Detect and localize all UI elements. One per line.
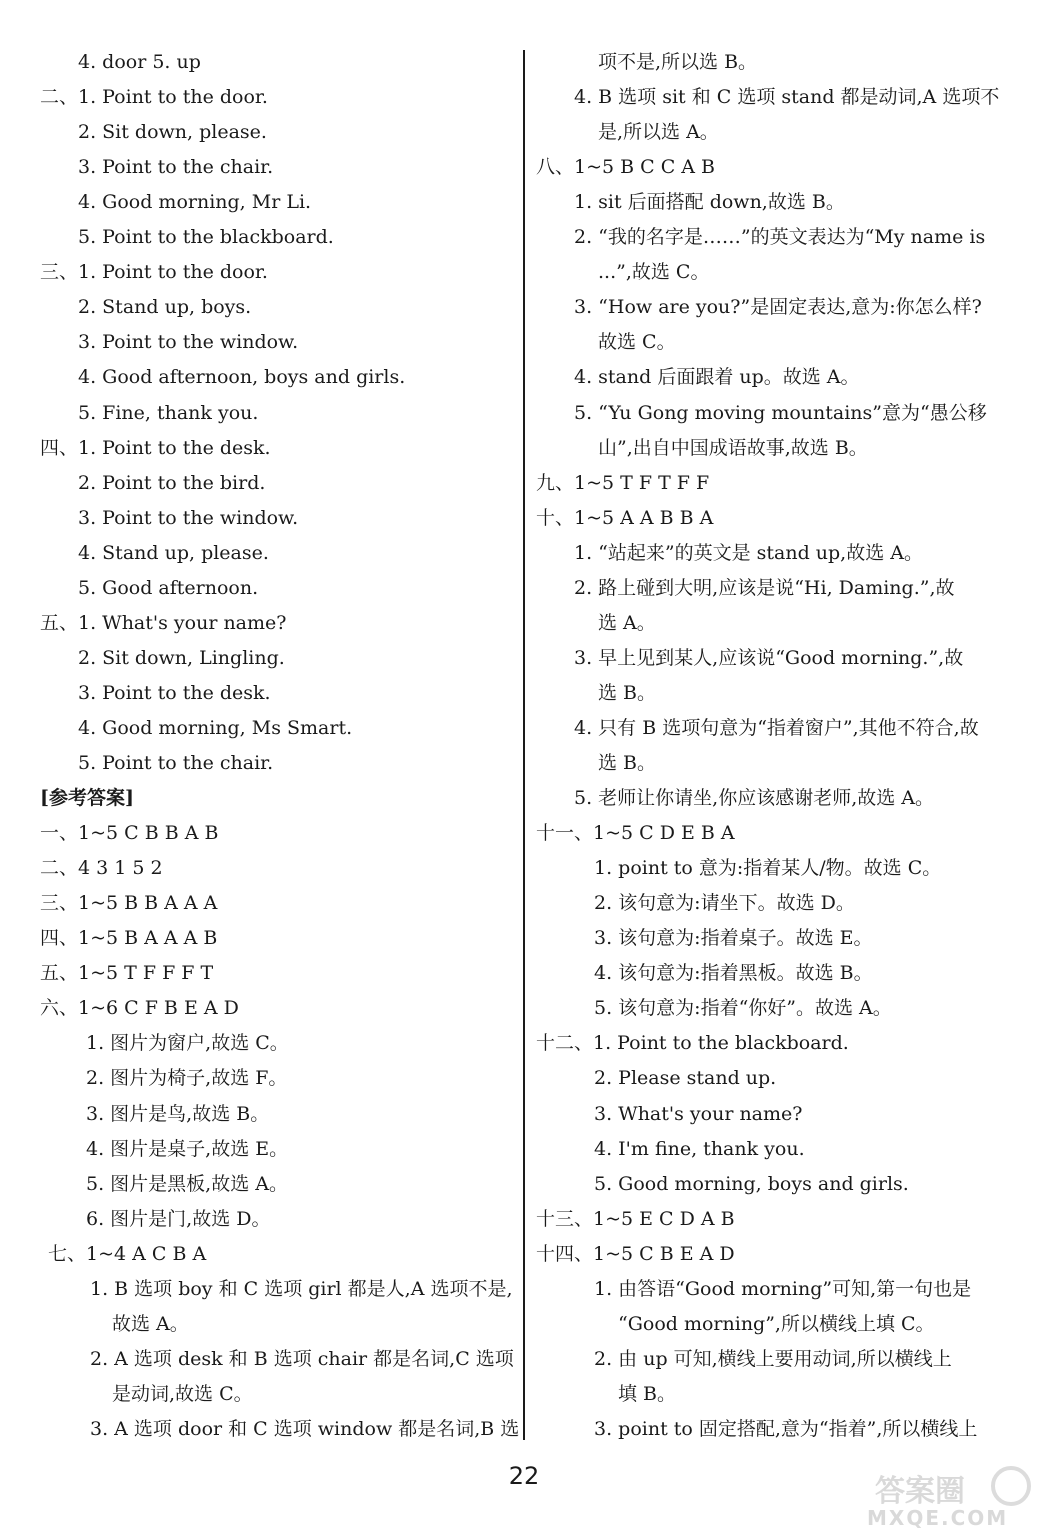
answer-line: 2. 该句意为:请坐下。故选 D。 (594, 892, 855, 915)
answer-line: 七、1~4 A C B A (48, 1242, 207, 1265)
answer-line: 1. B 选项 boy 和 C 选项 girl 都是人,A 选项不是, (90, 1277, 513, 1300)
answer-line: 1. point to 意为:指着某人/物。故选 C。 (594, 857, 942, 880)
answer-line: 山”,出自中国成语故事,故选 B。 (598, 436, 868, 459)
answer-line: 五、1~5 T F F F T (40, 962, 214, 985)
answer-line: 4. B 选项 sit 和 C 选项 stand 都是动词,A 选项不 (574, 86, 1000, 109)
answer-line: 选 B。 (598, 681, 657, 704)
answer-line: 3. Point to the window. (78, 331, 299, 354)
answer-line: 2. “我的名字是……”的英文表达为“My name is (574, 226, 986, 249)
answer-line: 3. “How are you?”是固定表达,意为:你怎么样? (574, 296, 982, 319)
answer-line: 十四、1~5 C B E A D (536, 1242, 735, 1265)
answer-line: 4. Stand up, please. (78, 541, 269, 564)
answer-line: 4. 该句意为:指着黑板。故选 B。 (594, 962, 873, 985)
answer-line: 2. Sit down, please. (78, 121, 267, 144)
answer-line: 2. 由 up 可知,横线上要用动词,所以横线上 (594, 1347, 952, 1370)
answer-line: 3. Point to the window. (78, 506, 299, 529)
answer-line: 4. Good morning, Ms Smart. (78, 716, 353, 739)
answer-line: 5. 该句意为:指着“你好”。故选 A。 (594, 997, 892, 1020)
answer-line: 2. Point to the bird. (78, 471, 266, 494)
answer-line: 5. 图片是黑板,故选 A。 (86, 1172, 288, 1195)
answer-line: 5. Good afternoon. (78, 576, 259, 599)
answer-line: 5. Point to the chair. (78, 752, 274, 774)
answer-line: 填 B。 (618, 1382, 677, 1405)
answer-line: 是动词,故选 C。 (112, 1382, 253, 1405)
answer-line: 4. stand 后面跟着 up。故选 A。 (574, 366, 860, 389)
answer-line: 五、1. What's your name? (40, 611, 287, 634)
watermark-logo (845, 1466, 1040, 1530)
page-number: 22 (508, 1462, 540, 1490)
answer-line: 5. Point to the blackboard. (78, 226, 334, 249)
answer-line: 1. “站起来”的英文是 stand up,故选 A。 (574, 541, 923, 564)
answer-line: 1. 由答语“Good morning”可知,第一句也是 (594, 1277, 972, 1300)
answer-line: 四、1~5 B A A A B (40, 927, 218, 950)
answer-line: 2. 图片为椅子,故选 F。 (86, 1067, 288, 1090)
column-divider (523, 50, 525, 1440)
answer-line: 九、1~5 T F T F F (536, 471, 710, 494)
answer-line: 3. 早上见到某人,应该说“Good morning.”,故 (574, 646, 964, 669)
answer-line: ...”,故选 C。 (598, 261, 710, 284)
watermark-logo-text: 答案圈 (875, 1474, 965, 1509)
answer-line: 4. I'm fine, thank you. (594, 1137, 805, 1160)
answer-line: 1. 图片为窗户,故选 C。 (86, 1032, 289, 1055)
answer-line: 5. Good morning, boys and girls. (594, 1172, 909, 1195)
answer-line: 三、1~5 B B A A A (40, 892, 218, 915)
answer-line: 3. 图片是鸟,故选 B。 (86, 1102, 270, 1125)
answer-line: 3. 该句意为:指着桌子。故选 E。 (594, 927, 873, 950)
answer-line: 4. 只有 B 选项句意为“指着窗户”,其他不符合,故 (574, 716, 979, 739)
answer-line: “Good morning”,所以横线上填 C。 (618, 1312, 935, 1335)
answer-line: 3. What's your name? (594, 1102, 803, 1125)
answer-line: 项不是,所以选 B。 (598, 51, 758, 73)
answer-line: 4. Good afternoon, boys and girls. (78, 366, 406, 389)
answer-line: [参考答案] (40, 787, 134, 810)
answer-line: 3. Point to the desk. (78, 681, 271, 704)
answer-line: 八、1~5 B C C A B (536, 156, 716, 179)
answer-line: 4. Good morning, Mr Li. (78, 191, 312, 214)
answer-line: 十三、1~5 E C D A B (536, 1207, 735, 1230)
watermark-url-text: MXQE.COM (867, 1506, 1009, 1530)
answer-line: 4. door 5. up (78, 51, 201, 73)
answer-line: 3. A 选项 door 和 C 选项 window 都是名词,B 选 (90, 1417, 520, 1440)
answer-line: 5. “Yu Gong moving mountains”意为“愚公移 (574, 401, 987, 424)
answer-line: 2. Please stand up. (594, 1067, 777, 1090)
answer-line: 4. 图片是桌子,故选 E。 (86, 1137, 289, 1160)
answer-line: 一、1~5 C B B A B (40, 822, 219, 845)
answer-line: 2. Sit down, Lingling. (78, 646, 285, 669)
answer-line: 2. 路上碰到大明,应该是说“Hi, Daming.”,故 (574, 576, 955, 599)
answer-line: 是,所以选 A。 (598, 121, 719, 144)
answer-line: 5. 老师让你请坐,你应该感谢老师,故选 A。 (574, 787, 935, 810)
answer-line: 二、1. Point to the door. (40, 86, 268, 109)
answer-line: 2. A 选项 desk 和 B 选项 chair 都是名词,C 选项 (90, 1347, 514, 1370)
answer-line: 三、1. Point to the door. (40, 261, 268, 284)
answer-line: 故选 C。 (598, 331, 676, 354)
answer-line: 十、1~5 A A B B A (536, 506, 714, 529)
answer-line: 3. Point to the chair. (78, 156, 274, 179)
answer-line: 6. 图片是门,故选 D。 (86, 1207, 271, 1230)
answer-line: 选 B。 (598, 752, 657, 774)
answer-line: 2. Stand up, boys. (78, 296, 252, 319)
answer-line: 十一、1~5 C D E B A (536, 822, 735, 845)
answer-line: 十二、1. Point to the blackboard. (536, 1032, 849, 1055)
answer-line: 5. Fine, thank you. (78, 401, 259, 424)
answer-line: 3. point to 固定搭配,意为“指着”,所以横线上 (594, 1417, 978, 1440)
answer-line: 故选 A。 (112, 1312, 189, 1335)
watermark-badge-icon (993, 1468, 1029, 1504)
answer-line: 六、1~6 C F B E A D (40, 997, 239, 1020)
answer-line: 1. sit 后面搭配 down,故选 B。 (574, 191, 845, 214)
answer-line: 选 A。 (598, 611, 656, 634)
answer-line: 二、4 3 1 5 2 (40, 857, 163, 880)
answer-line: 四、1. Point to the desk. (40, 436, 271, 459)
